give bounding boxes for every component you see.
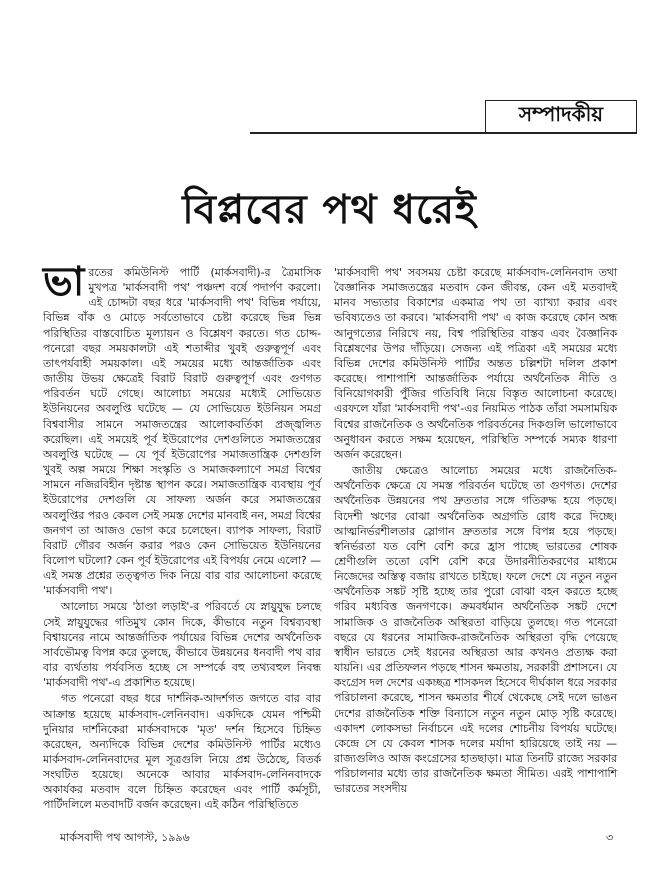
section-label-box: [485, 100, 637, 133]
paragraph: [43, 259, 321, 598]
article-column-right: [334, 265, 617, 796]
page-number: ৩: [606, 831, 614, 844]
drop-cap: ভা: [43, 259, 85, 305]
section-title: সম্পাদকীয়: [518, 102, 604, 126]
paragraph: আলোচ্য সময়ে 'ঠাণ্ডা লড়াই'-র পরিবর্তে যে স্নায়ুযুদ্ধ চলছে সেই স্নায়ুযুদ্ধের গতিমুখ কোন দিকে, কীভাবে নতুন বিশ্বব্যবস্থা বিশ্বায়নের নামে আন্তর্জাতিক পর্যায়ের বিভিন্ন দেশের অর্থনৈতিক সার্বভৌমত্ব বিপন্ন করে তুলছে, কীভাবে উন্নয়নের ধনবাদী পথ বার বার ব্যর্থতায় পর্যবসিত হচ্ছে সে সম্পর্কে বহু তথ্যবহুল নিবন্ধ 'মার্কসবাদী পথ'-এ প্রকাশিত হয়েছে।: [43, 600, 321, 690]
article-headline: বিপ্লবের পথ ধরেই: [182, 187, 477, 233]
article-column-left: [43, 259, 321, 813]
section-rule: [250, 132, 637, 134]
paragraph: জাতীয় ক্ষেত্রেও আলোচ্য সময়ের মধ্যে রাজনৈতিক-অর্থনৈতিক ক্ষেত্রে যে সমস্ত পরিবর্তন ঘটেছে তা গুণগত। দেশের অর্থনৈতিক উন্নয়নের পথ দ্রুততার সঙ্গে গতিরুদ্ধ হয়ে পড়ছে। বিদেশী ঋণের বোঝা অর্থনৈতিক অগ্রগতি রোধ করে দিচ্ছে। আত্মনির্ভরশীলতার স্লোগান দ্রুততার সঙ্গে বিপন্ন হয়ে পড়ছে। স্বনির্ভরতা যত বেশি বেশি করে হ্রাস পাচ্ছে ভারতের শোষক শ্রেণীগুলি ততো বেশি বেশি করে উদারনীতিকরণের মাধ্যমে নিজেদের অস্তিত্ব বজায় রাখতে চাইছে। ফলে দেশে যে নতুন নতুন অর্থনৈতিক সঙ্কট সৃষ্টি হচ্ছে তার পুরো বোঝা বহন করতে হচ্ছে গরিব মধ্যবিত্ত জনগণকে। ক্রমবর্ধমান অর্থনৈতিক সঙ্কট দেশে সামাজিক ও রাজনৈতিক অস্থিরতা বাড়িয়ে তুলছে। গত পনেরো বছরে যে ধরনের সামাজিক-রাজনৈতিক অস্থিরতা বৃদ্ধি পেয়েছে স্বাধীন ভারতে সেই ধরনের অস্থিরতা আর কখনও প্রত্যক্ষ করা যায়নি। এর প্রতিফলন পড়ছে শাসন ক্ষমতায়, সরকারী প্রশাসনে। যে কংগ্রেস দল দেশের একচ্ছত্র শাসকদল হিসেবে দীর্ঘকাল ধরে সরকার পরিচালনা করেছে, শাসন ক্ষমতার শীর্ষে থেকেছে সেই দলে ভাঙন দেশের রাজনৈতিক শক্তি বিন্যাসে নতুন নতুন মোড় সৃষ্টি করেছে। একাদশ লোকসভা নির্বাচনে এই দলের শোচনীয় বিপর্যয় ঘটেছে। কেন্দ্রে সে যে কেবল শাসক দলের মর্যাদা হারিয়েছে তাই নয় — রাজ্যগুলিও আজ কংগ্রেসের হাতছাড়া। মাত্র তিনটি রাজ্যে সরকার পরিচালনার মধ্যে তার রাজনৈতিক ক্ষমতা সীমিত। এরই পাশাপাশি ভারতের সংসদীয়: [334, 464, 617, 796]
footer-publication: মার্কসবাদী পথ আগস্ট, ১৯৯৬: [60, 831, 190, 844]
paragraph-text: রতের কমিউনিস্ট পার্টি (মার্কসবাদী)-র ত্রৈমাসিক মুখপত্র 'মার্কসবাদী পথ' পঞ্চদশ বর্ষে পদার্পণ করলো। এই চোদ্দটা বছর ধরে 'মার্কসবাদী পথ' বিভিন্ন পর্যায়ে, বিভিন্ন বাঁক ও মোড়ে সর্বতোভাবে চেষ্টা করেছে ভিন্ন ভিন্ন পরিস্থিতির বাস্তবোচিত মূল্যায়ন ও বিশ্লেষণ করতে। গত চোদ্দ-পনেরো বছর সময়কালটা এই শতাব্দীর খুবই গুরুত্বপূর্ণ এবং তাৎপর্যবাহী সময়কাল। এই সময়ের মধ্যে আন্তর্জাতিক এবং জাতীয় উভয় ক্ষেত্রেই বিরাট বিরাট গুরুত্বপূর্ণ এবং গুণগত পরিবর্তন ঘটে গেছে। আলোচ্য সময়ের মধ্যেই সোভিয়েত ইউনিয়নের অবলুপ্তি ঘটেছে — যে সোভিয়েত ইউনিয়ন সমগ্র বিশ্ববাসীর সামনে সমাজতন্ত্রের আলোকবর্তিকা প্রজ্জ্বলিত করেছিল। এই সময়েই পূর্ব ইউরোপের দেশগুলিতে সমাজতন্ত্রের অবলুপ্তি ঘটেছে — যে পূর্ব ইউরোপের সমাজতান্ত্রিক দেশগুলি খুবই অল্প সময়ে শিক্ষা সংস্কৃতি ও সমাজকল্যাণে সমগ্র বিশ্বের সামনে নজিরবিহীন দৃষ্টান্ত স্থাপন করে। সমাজতান্ত্রিক ব্যবস্থায় পূর্ব ইউরোপের দেশগুলি যে সাফল্য অর্জন করে সমাজতন্ত্রের অবলুপ্তির পরও কেবল সেই সমস্ত দেশের মানবাই নন, সমগ্র বিশ্বের জনগণ তা আজও ভোগ করে চলেছেন। ব্যাপক সাফল্য, বিরাট বিরাট গৌরব অর্জন করার পরও কেন সোভিয়েত ইউনিয়নের বিলোপ ঘটলো? কেন পূর্ব ইউরোপের এই বিপর্যয় নেমে এলো? — এই সমস্ত প্রশ্নের তত্ত্বগত দিক নিয়ে বার বার আলোচনা করেছে 'মার্কসবাদী পথ'।: [43, 266, 321, 598]
paragraph: গত পনেরো বছর ধরে দার্শনিক-আদর্শগত জগতে বার বার আক্রান্ত হয়েছে মার্কসবাদ-লেনিনবাদ। একদিকে যেমন পশ্চিমী দুনিয়ার দার্শনিকেরা মার্কসবাদকে 'মৃত' দর্শন হিসেবে চিহ্নিত করেছেন, অন্যদিকে বিভিন্ন দেশের কমিউনিস্ট পার্টির মধ্যেও মার্কসবাদ-লেনিনবাদের মূল সূত্রগুলি নিয়ে প্রশ্ন উঠেছে, বিতর্ক সংঘটিত হয়েছে। অনেকে আবার মার্কসবাদ-লেনিনবাদকে অকার্যকর মতবাদ বলে চিহ্নিত করেছেন এবং পার্টি কর্মসূচী, পার্টিদলিলে মতবাদটি বর্জন করেছেন। এই কঠিন পরিস্থিতিতে: [43, 692, 321, 812]
paragraph: 'মার্কসবাদী পথ' সবসময় চেষ্টা করেছে মার্কসবাদ-লেনিনবাদ তথা বৈজ্ঞানিক সমাজতন্ত্রের মতবাদ কেন জীবন্ত, কেন এই মতবাদই মানব সভ্যতার বিকাশের একমাত্র পথ তা ব্যাখ্যা করার এবং ভবিষ্যতেও তা করবে। 'মার্কসবাদী পথ' এ কাজ করেছে কোন অন্ধ আনুগত্যের নিরিখে নয়, বিশ্ব পরিস্থিতির বাস্তব এবং বৈজ্ঞানিক বিশ্লেষণের উপর দাঁড়িয়ে। সেজন্য এই পত্রিকা এই সময়ের মধ্যে বিভিন্ন দেশের কমিউনিস্ট পার্টির অন্তত চল্লিশটা দলিল প্রকাশ করেছে। পাশাপাশি আন্তর্জাতিক পর্যায়ে অর্থনৈতিক নীতি ও বিনিয়োগকারী পুঁজির গতিবিধি নিয়ে বিস্তৃত আলোচনা করেছে। এরফলে যাঁরা 'মার্কসবাদী পথ'-এর নিয়মিত পাঠক তাঁরা সমসাময়িক বিশ্বের রাজনৈতিক ও অর্থনৈতিক পরিবর্তনের দিকগুলি ভালোভাবে অনুধাবন করতে সক্ষম হয়েছেন, পরিস্থিতি সম্পর্কে সম্যক ধারণা অর্জন করেছেন।: [334, 266, 617, 461]
